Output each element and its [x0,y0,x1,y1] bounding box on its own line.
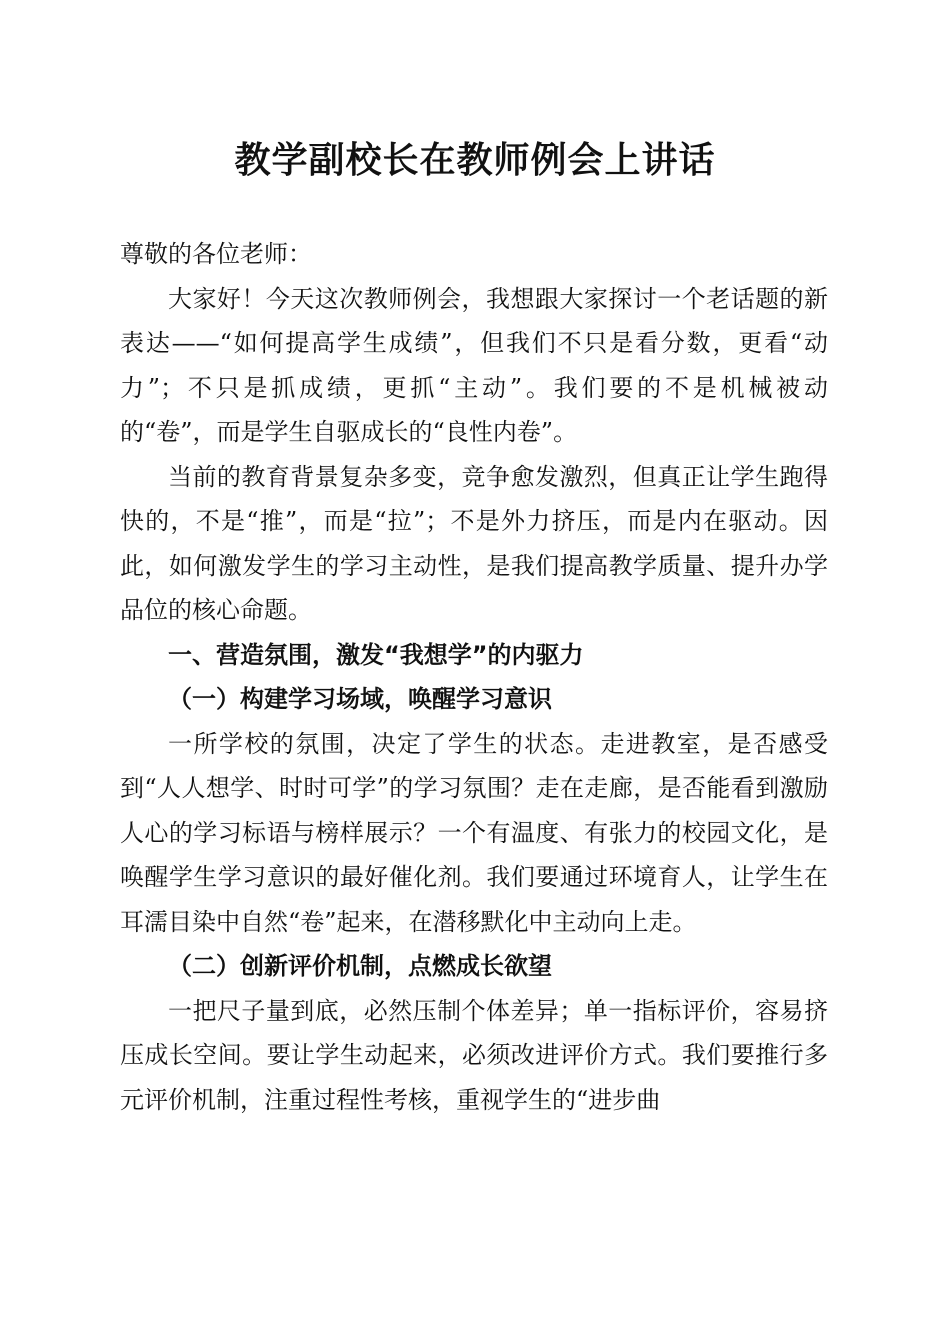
subsection-heading-1-2: （二）创新评价机制，点燃成长欲望 [168,951,552,980]
subsection-heading-1-1: （一）构建学习场域，唤醒学习意识 [168,684,552,713]
paragraph-background: 当前的教育背景复杂多变，竞争愈发激烈，但真正让学生跑得快的，不是“推”，而是“拉”；不是外力挤压，而是内在驱动。因此，如何激发学生的学习主动性，是我们提高教学质量、提升办学品位的核心命题。 [120,462,828,624]
document-title: 教学副校长在教师例会上讲话 [234,139,716,181]
paragraph-greeting: 大家好！今天这次教师例会，我想跟大家探讨一个老话题的新表达——“如何提高学生成绩”，但我们不只是看分数，更看“动力”；不只是抓成绩，更抓“主动”。我们要的不是机械被动的“卷”，而是学生自驱成长的“良性内卷”。 [120,284,828,446]
section-heading-1: 一、营造氛围，激发“我想学”的内驱力 [168,640,584,669]
salutation: 尊敬的各位老师： [120,240,312,268]
document-body [120,232,828,1122]
paragraph-atmosphere: 一所学校的氛围，决定了学生的状态。走进教室，是否感受到“人人想学、时时可学”的学习氛围？走在走廊，是否能看到激励人心的学习标语与榜样展示？一个有温度、有张力的校园文化，是唤醒学生学习意识的最好催化剂。我们要通过环境育人，让学生在耳濡目染中自然“卷”起来，在潜移默化中主动向上走。 [120,729,828,936]
paragraph-evaluation: 一把尺子量到底，必然压制个体差异；单一指标评价，容易挤压成长空间。要让学生动起来，必须改进评价方式。我们要推行多元评价机制，注重过程性考核，重视学生的“进步曲 [120,996,828,1114]
